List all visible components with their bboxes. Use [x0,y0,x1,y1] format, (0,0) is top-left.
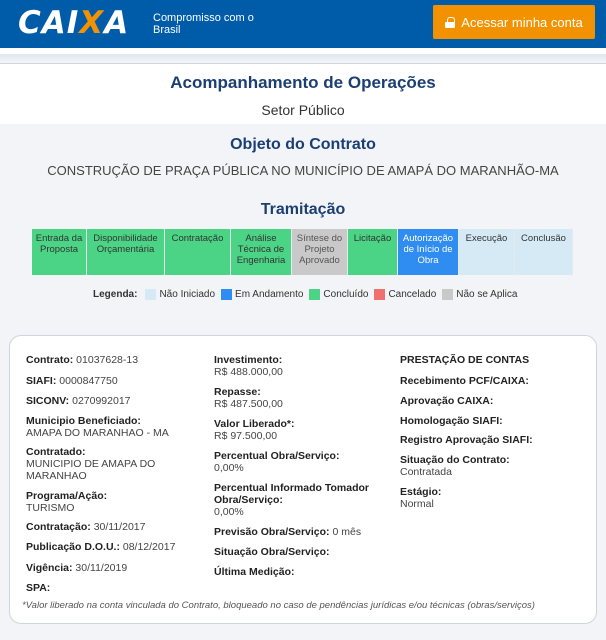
detail-field: Valor Liberado*: R$ 97.500,00 [214,418,295,442]
detail-field: Registro Aprovação SIAFI: [400,434,533,446]
detail-field: Aprovação CAIXA: [400,395,494,407]
detail-field: Vigência: 30/11/2019 [26,562,128,574]
step-autorizacao-obra: Autorização de Início de Obra [398,229,459,275]
detail-field: Percentual Obra/Serviço: 0,00% [214,450,340,474]
objeto-title: Objeto do Contrato [230,136,376,153]
step-entrada-proposta: Entrada da Proposta [32,229,87,275]
step-contratacao: Contratação [165,229,231,275]
step-sintese-projeto: Síntese do Projeto Aprovado [292,229,348,275]
legend-label: Legenda: [93,289,138,300]
legend-swatch [374,289,385,300]
detail-field: PRESTAÇÃO DE CONTAS [400,354,530,366]
legend-swatch [221,289,232,300]
legend-swatch [442,289,453,300]
legend-item: Em Andamento [221,289,303,300]
step-disponibilidade: Disponibilidade Orçamentária [87,229,165,275]
detail-field: Repasse: R$ 487.500,00 [214,386,283,410]
detail-field: Última Medição: [214,566,295,578]
legend-swatch [145,289,156,300]
tagline: Compromisso com o Brasil [153,12,254,36]
legend-item: Cancelado [374,289,436,300]
step-licitacao: Licitação [348,229,398,275]
footnote: *Valor liberado na conta vinculada do Contrato, bloqueado no caso de pendências jurídicas e/ou técnicas (obras/serviços) [22,600,535,611]
detail-field: Publicação D.O.U.: 08/12/2017 [26,541,176,553]
detail-field: Situação do Contrato: Contratada [400,454,510,478]
access-account-button[interactable] [433,5,595,39]
title-area [0,64,606,124]
legend-swatch [309,289,320,300]
detail-field: Previsão Obra/Serviço: 0 mês [214,526,362,538]
detail-field: Contratação: 30/11/2017 [26,521,146,533]
objeto-text: CONSTRUÇÃO DE PRAÇA PÚBLICA NO MUNICÍPIO DE AMAPÁ DO MARANHÃO-MA [47,163,559,178]
tramitacao-title: Tramitação [260,201,346,218]
step-execucao: Execução [459,229,515,275]
top-header [0,0,606,48]
detail-field: Contratado: MUNICIPIO DE AMAPA DO MARANHAO [26,446,156,482]
legend-item: Concluído [309,289,368,300]
header-band [0,54,606,64]
detail-field: Estágio: Normal [400,486,442,510]
legend [93,289,523,300]
detail-field: SICONV: 0270992017 [26,395,131,407]
detail-field: Homologação SIAFI: [400,415,503,427]
detail-field: Situação Obra/Serviço: [214,546,330,558]
access-account-label: Acessar minha conta [461,14,583,30]
legend-item: Não se Aplica [442,289,517,300]
detail-field: SIAFI: 0000847750 [26,375,118,387]
detail-field: Municipio Beneficiado: AMAPA DO MARANHAO - MA [26,415,169,439]
page-title: Acompanhamento de Operações [170,73,436,92]
lock-icon [445,17,455,28]
detail-field: Investimento: R$ 488.000,00 [214,354,283,378]
detail-field: SPA: [26,582,51,594]
step-conclusao: Conclusão [515,229,573,275]
detail-field: Contrato: 01037628-13 [26,354,139,366]
detail-field: Recebimento PCF/CAIXA: [400,375,529,387]
step-analise-tecnica: Análise Técnica de Engenharia [231,229,292,275]
detail-field: Percentual Informado Tomador Obra/Serviço: 0,00% [214,482,369,518]
tramitacao-steps [32,229,573,275]
detail-field: Programa/Ação: TURISMO [26,490,108,514]
page-subtitle: Setor Público [261,102,345,118]
legend-item: Não Iniciado [145,289,215,300]
caixa-logo[interactable]: CAIXA [18,5,130,41]
